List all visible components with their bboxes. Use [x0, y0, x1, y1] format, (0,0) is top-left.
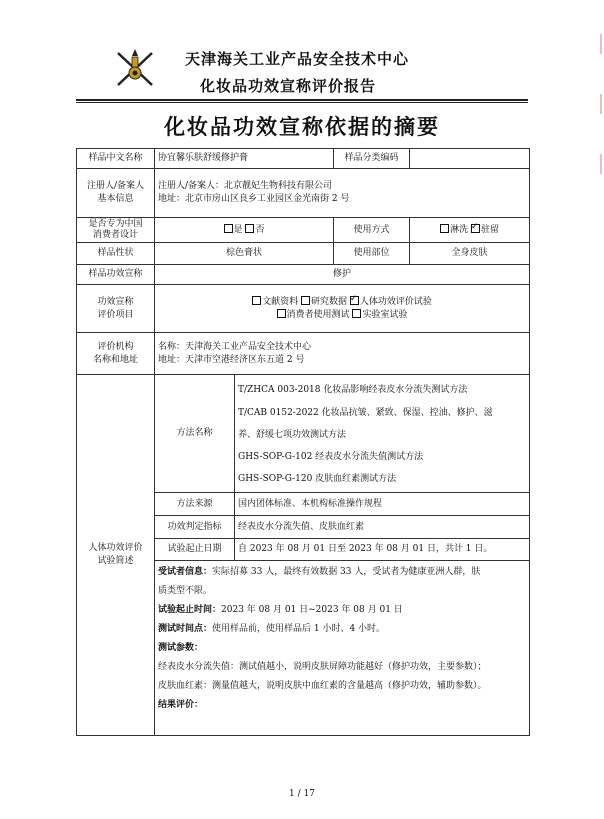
checkbox-leave-on: [471, 224, 480, 233]
report-header: [0, 0, 604, 100]
row-method-name: [77, 375, 530, 493]
item-lab-test: 实验室试验: [362, 309, 408, 320]
time-points: [158, 620, 526, 639]
checkbox-yes: [224, 224, 233, 233]
agency-name: 名称：天津海关工业产品安全技术中心: [158, 341, 312, 352]
trial-dates-value: 自 2023 年 08 月 01 日至 2023 年 08 月 01 日，共计 1 日。: [235, 539, 530, 561]
row-efficacy-claim: [77, 265, 530, 285]
trial-dates-label: 试验起止日期: [155, 539, 235, 561]
method-item: T/ZHCA 003-2018 化妆品影响经表皮水分流失测试方法: [238, 384, 468, 395]
sample-category-code-value: [410, 149, 530, 169]
agency-info: [155, 333, 530, 375]
item-human-trial: 人体功效评价试验: [359, 296, 432, 307]
registrant-label: 注册人/备案人 基本信息: [77, 169, 155, 218]
method-item: GHS-SOP-G-120 皮肤血红素测试方法: [238, 473, 397, 484]
subjects-title: 受试者信息：: [158, 567, 213, 577]
method-name-label: 方法名称: [155, 375, 235, 493]
usage-area-label: 使用部位: [334, 243, 410, 265]
registrant-info: [155, 169, 530, 218]
param-tewl: 经表皮水分流失值：测试值越小，说明皮肤屏障功能越好（修护功效，主要参数）；: [158, 662, 487, 672]
trial-time-text: 2023 年 08 月 01 日~2023 年 08 月 01 日: [221, 605, 403, 615]
checkbox-human-trial: [350, 296, 359, 305]
method-list: [235, 375, 530, 493]
item-consumer-test: 消费者使用测试: [286, 309, 350, 320]
trial-time: [158, 601, 526, 620]
option-yes: 是: [233, 224, 243, 235]
sample-form-label: 样品性状: [77, 243, 155, 265]
method-item: 养、舒缓七项功效测试方法: [238, 429, 347, 440]
evaluation-items-label: 功效宣称 评价项目: [77, 285, 155, 333]
china-design-options: [155, 218, 334, 243]
conclusion-title: 结果评价：: [158, 700, 204, 710]
row-evaluation-items: [77, 285, 530, 333]
row-evaluation-agency: [77, 333, 530, 375]
trial-time-title: 试验起止时间：: [158, 605, 222, 615]
human-trial-label: 人体功效评价 试验简述: [77, 375, 155, 736]
params-title: 测试参数：: [158, 643, 204, 653]
checkbox-rinse-off: [440, 224, 449, 233]
header-rule-thin: [76, 102, 528, 103]
method-source-value: 国内团体标准、本机构标准操作规程: [235, 493, 530, 516]
usage-method-label: 使用方式: [334, 218, 410, 243]
time-points-title: 测试时间点：: [158, 624, 213, 634]
usage-method-options: [410, 218, 530, 243]
summary-table: [76, 148, 530, 736]
org-name: 天津海关工业产品安全技术中心: [185, 50, 410, 68]
registrant-name: 注册人/备案人：北京靓妃生物科技有限公司: [158, 181, 333, 191]
usage-area-value: 全身皮肤: [410, 243, 530, 265]
method-item: GHS-SOP-G-102 经表皮水分流失值测试方法: [238, 451, 424, 462]
subjects-info: [158, 563, 526, 582]
subjects-text-cont: 质类型不限。: [158, 586, 213, 596]
trial-details: [155, 561, 530, 736]
evaluation-items-options: [155, 285, 530, 333]
efficacy-claim-label: 样品功效宣称: [77, 265, 155, 285]
sample-name-value: 协宜馨乐肤舒缓修护膏: [155, 149, 334, 169]
report-title: 化妆品功效宣称评价报告: [200, 77, 377, 95]
time-points-text: 使用样品前，使用样品后 1 小时、4 小时。: [212, 624, 386, 634]
row-sample-form: [77, 243, 530, 265]
indicator-value: 经表皮水分流失值、皮肤血红素: [235, 516, 530, 539]
item-research-data: 研究数据: [311, 296, 348, 307]
param-hemoglobin: 皮肤血红素：测量值越大，说明皮肤中血红素的含量越高（修护功效，辅助参数）。: [158, 681, 487, 691]
efficacy-claim-value: 修护: [155, 265, 530, 285]
method-source-label: 方法来源: [155, 493, 235, 516]
row-china-design: [77, 218, 530, 243]
agency-address: 地址：天津市空港经济区东五道 2 号: [158, 354, 305, 365]
header-rule: [76, 99, 528, 101]
china-design-label: 是否专为中国 消费者设计: [77, 218, 155, 243]
checkbox-no: [245, 224, 254, 233]
method-item: T/CAB 0152-2022 化妆品抗皱、紧致、保湿、控油、修护、滋: [238, 407, 493, 418]
subjects-text: 实际招募 33 人，最终有效数据 33 人，受试者为健康亚洲人群，肤: [212, 567, 481, 577]
sample-name-label: 样品中文名称: [77, 149, 155, 169]
registrant-address: 地址：北京市房山区良乡工业园区金光南街 2 号: [158, 194, 350, 204]
row-sample-name: [77, 149, 530, 169]
checkbox-consumer-test: [277, 309, 286, 318]
checkbox-lab-test: [352, 309, 361, 318]
sample-form-value: 棕色膏状: [155, 243, 334, 265]
sample-category-code-label: 样品分类编码: [334, 149, 410, 169]
customs-emblem-logo: [112, 45, 158, 91]
option-rinse-off: 淋洗: [450, 224, 469, 235]
document-title: 化妆品功效宣称依据的摘要: [164, 114, 440, 139]
item-literature: 文献资料: [262, 296, 299, 307]
indicator-label: 功效判定指标: [155, 516, 235, 539]
row-registrant: [77, 169, 530, 218]
agency-label: 评价机构 名称和地址: [77, 333, 155, 375]
option-no: 否: [255, 224, 265, 235]
checkbox-literature: [252, 296, 261, 305]
checkbox-research-data: [301, 296, 310, 305]
option-leave-on: 驻留: [480, 224, 499, 235]
page-number: 1 / 17: [289, 789, 315, 799]
